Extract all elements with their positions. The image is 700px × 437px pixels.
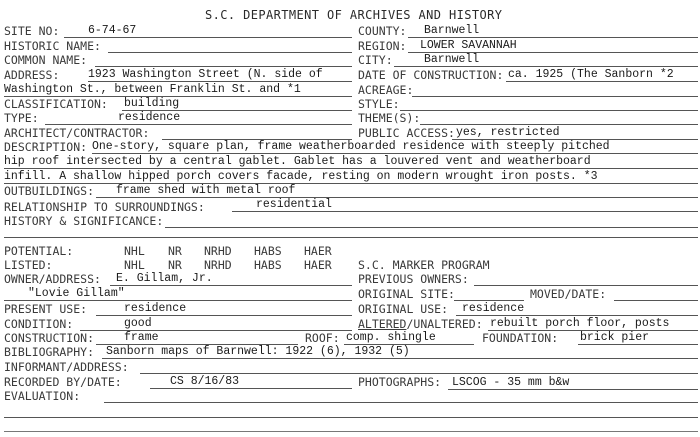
altered-label (358, 317, 483, 331)
roof-value: comp. shingle (346, 331, 436, 344)
bibliography-value: Sanborn maps of Barnwell: 1922 (6), 1932 (5) (106, 345, 410, 358)
recorded-by-label: RECORDED BY/DATE: (4, 375, 122, 389)
type-label: TYPE: (4, 111, 39, 125)
marker-program-label: S.C. MARKER PROGRAM (358, 258, 490, 272)
photographs-line (448, 389, 698, 390)
city-line (394, 66, 698, 67)
photographs-label: PHOTOGRAPHS: (358, 375, 442, 389)
description-value-line2: hip roof intersected by a central gablet. Gablet has a louvered vent and weatherboard (4, 155, 591, 168)
address-line1 (88, 81, 352, 82)
altered-value: rebuilt porch floor, posts (490, 317, 670, 330)
outbuildings-value: frame shed with metal roof (116, 184, 296, 197)
public-access-label: PUBLIC ACCESS: (358, 126, 455, 140)
historic-name-line (108, 52, 352, 53)
type-value: residence (118, 111, 181, 124)
address-label: ADDRESS: (4, 68, 60, 82)
construction-label: CONSTRUCTION: (4, 331, 95, 345)
common-name-line (95, 66, 352, 67)
county-line (408, 37, 698, 38)
address-value-line1: 1923 Washington Street (N. side of (88, 68, 323, 81)
county-value: Barnwell (424, 24, 480, 37)
present-use-line (96, 315, 352, 316)
date-construction-label: DATE OF CONSTRUCTION: (358, 68, 504, 82)
informant-line (140, 373, 698, 374)
altered-label-rest: /UNALTERED: (406, 317, 483, 331)
bibliography-label: BIBLIOGRAPHY: (4, 345, 95, 359)
relationship-line (232, 211, 698, 212)
description-value-line1: One-story, square plan, frame weatherboarded residence with steeply pitched (92, 140, 610, 153)
public-access-value: yes, restricted (456, 126, 560, 139)
site-no-value: 6-74-67 (88, 24, 137, 37)
foundation-label: FOUNDATION: (482, 331, 559, 345)
description-line3 (4, 183, 698, 184)
original-use-value: residence (462, 302, 525, 315)
potential-nhl: NHL (124, 244, 145, 258)
common-name-label: COMMON NAME: (4, 53, 88, 67)
potential-nrhd: NRHD (204, 244, 232, 258)
description-line1 (92, 153, 698, 154)
description-value-line3: infill. A shallow hipped porch covers facade, resting on modern wrought iron posts. *3 (4, 170, 598, 183)
owner-line1 (110, 285, 352, 286)
address-value-line2: Washington St., between Franklin St. and *1 (4, 83, 301, 96)
original-site-line (454, 300, 524, 301)
listed-nr: NR (168, 258, 182, 272)
date-construction-value: ca. 1925 (The Sanborn *2 (508, 68, 674, 81)
recorded-by-line (150, 388, 352, 389)
listed-habs: HABS (254, 258, 282, 272)
city-label: CITY: (358, 53, 393, 67)
listed-haer: HAER (304, 258, 332, 272)
listed-nrhd: NRHD (204, 258, 232, 272)
region-label: REGION: (358, 39, 407, 53)
listed-nhl: NHL (124, 258, 145, 272)
recorded-by-value: CS 8/16/83 (170, 375, 240, 388)
relationship-value: residential (256, 198, 332, 211)
previous-owners-label: PREVIOUS OWNERS: (358, 272, 469, 286)
previous-owners-line (474, 285, 698, 286)
foundation-line (578, 344, 698, 345)
original-use-line (456, 315, 698, 316)
classification-label: CLASSIFICATION: (4, 97, 108, 111)
altered-label-underlined: ALTERED (358, 317, 407, 331)
historic-name-label: HISTORIC NAME: (4, 39, 101, 53)
history-line (165, 227, 698, 228)
site-no-label: SITE NO: (4, 24, 60, 38)
foundation-value: brick pier (580, 331, 650, 344)
acreage-label: ACREAGE: (358, 83, 414, 97)
evaluation-line1 (104, 402, 698, 403)
city-value: Barnwell (424, 53, 480, 66)
original-use-label: ORIGINAL USE: (358, 302, 449, 316)
style-line (400, 110, 698, 111)
architect-label: ARCHITECT/CONTRACTOR: (4, 126, 150, 140)
themes-label: THEME(S): (358, 111, 421, 125)
type-line (45, 124, 352, 125)
bibliography-line (102, 358, 698, 359)
potential-label: POTENTIAL: (4, 244, 74, 258)
owner-value-line2: "Lovie Gillam" (28, 287, 125, 300)
card-title: S.C. DEPARTMENT OF ARCHIVES AND HISTORY (205, 8, 503, 22)
moved-date-label: MOVED/DATE: (530, 287, 607, 301)
potential-habs: HABS (254, 244, 282, 258)
relationship-label: RELATIONSHIP TO SURROUNDINGS: (4, 200, 205, 214)
condition-label: CONDITION: (4, 317, 74, 331)
evaluation-line2 (4, 417, 698, 418)
section-divider (4, 237, 698, 238)
potential-haer: HAER (304, 244, 332, 258)
outbuildings-line (96, 197, 698, 198)
description-line2 (4, 168, 698, 169)
history-label: HISTORY & SIGNIFICANCE: (4, 214, 164, 228)
photographs-value: LSCOG - 35 mm b&w (452, 376, 570, 389)
roof-label: ROOF: (305, 331, 340, 345)
classification-value: building (124, 97, 180, 110)
date-construction-line (506, 81, 698, 82)
owner-label: OWNER/ADDRESS: (4, 272, 101, 286)
region-value: LOWER SAVANNAH (420, 39, 517, 52)
county-label: COUNTY: (358, 24, 407, 38)
evaluation-label: EVALUATION: (4, 389, 81, 403)
original-site-label: ORIGINAL SITE: (358, 287, 455, 301)
acreage-line (412, 96, 698, 97)
informant-label: INFORMANT/ADDRESS: (4, 360, 129, 374)
present-use-value: residence (124, 302, 187, 315)
evaluation-line3 (4, 431, 698, 432)
listed-label: LISTED: (4, 258, 53, 272)
site-no-line (64, 37, 352, 38)
outbuildings-label: OUTBUILDINGS: (4, 184, 95, 198)
construction-value: frame (124, 331, 159, 344)
condition-value: good (124, 317, 152, 330)
potential-nr: NR (168, 244, 182, 258)
present-use-label: PRESENT USE: (4, 302, 88, 316)
moved-date-line (614, 300, 698, 301)
owner-value-line1: E. Gillam, Jr. (116, 272, 213, 285)
style-label: STYLE: (358, 97, 400, 111)
description-label: DESCRIPTION: (4, 140, 88, 154)
owner-line2 (4, 300, 352, 301)
themes-line (420, 124, 698, 125)
